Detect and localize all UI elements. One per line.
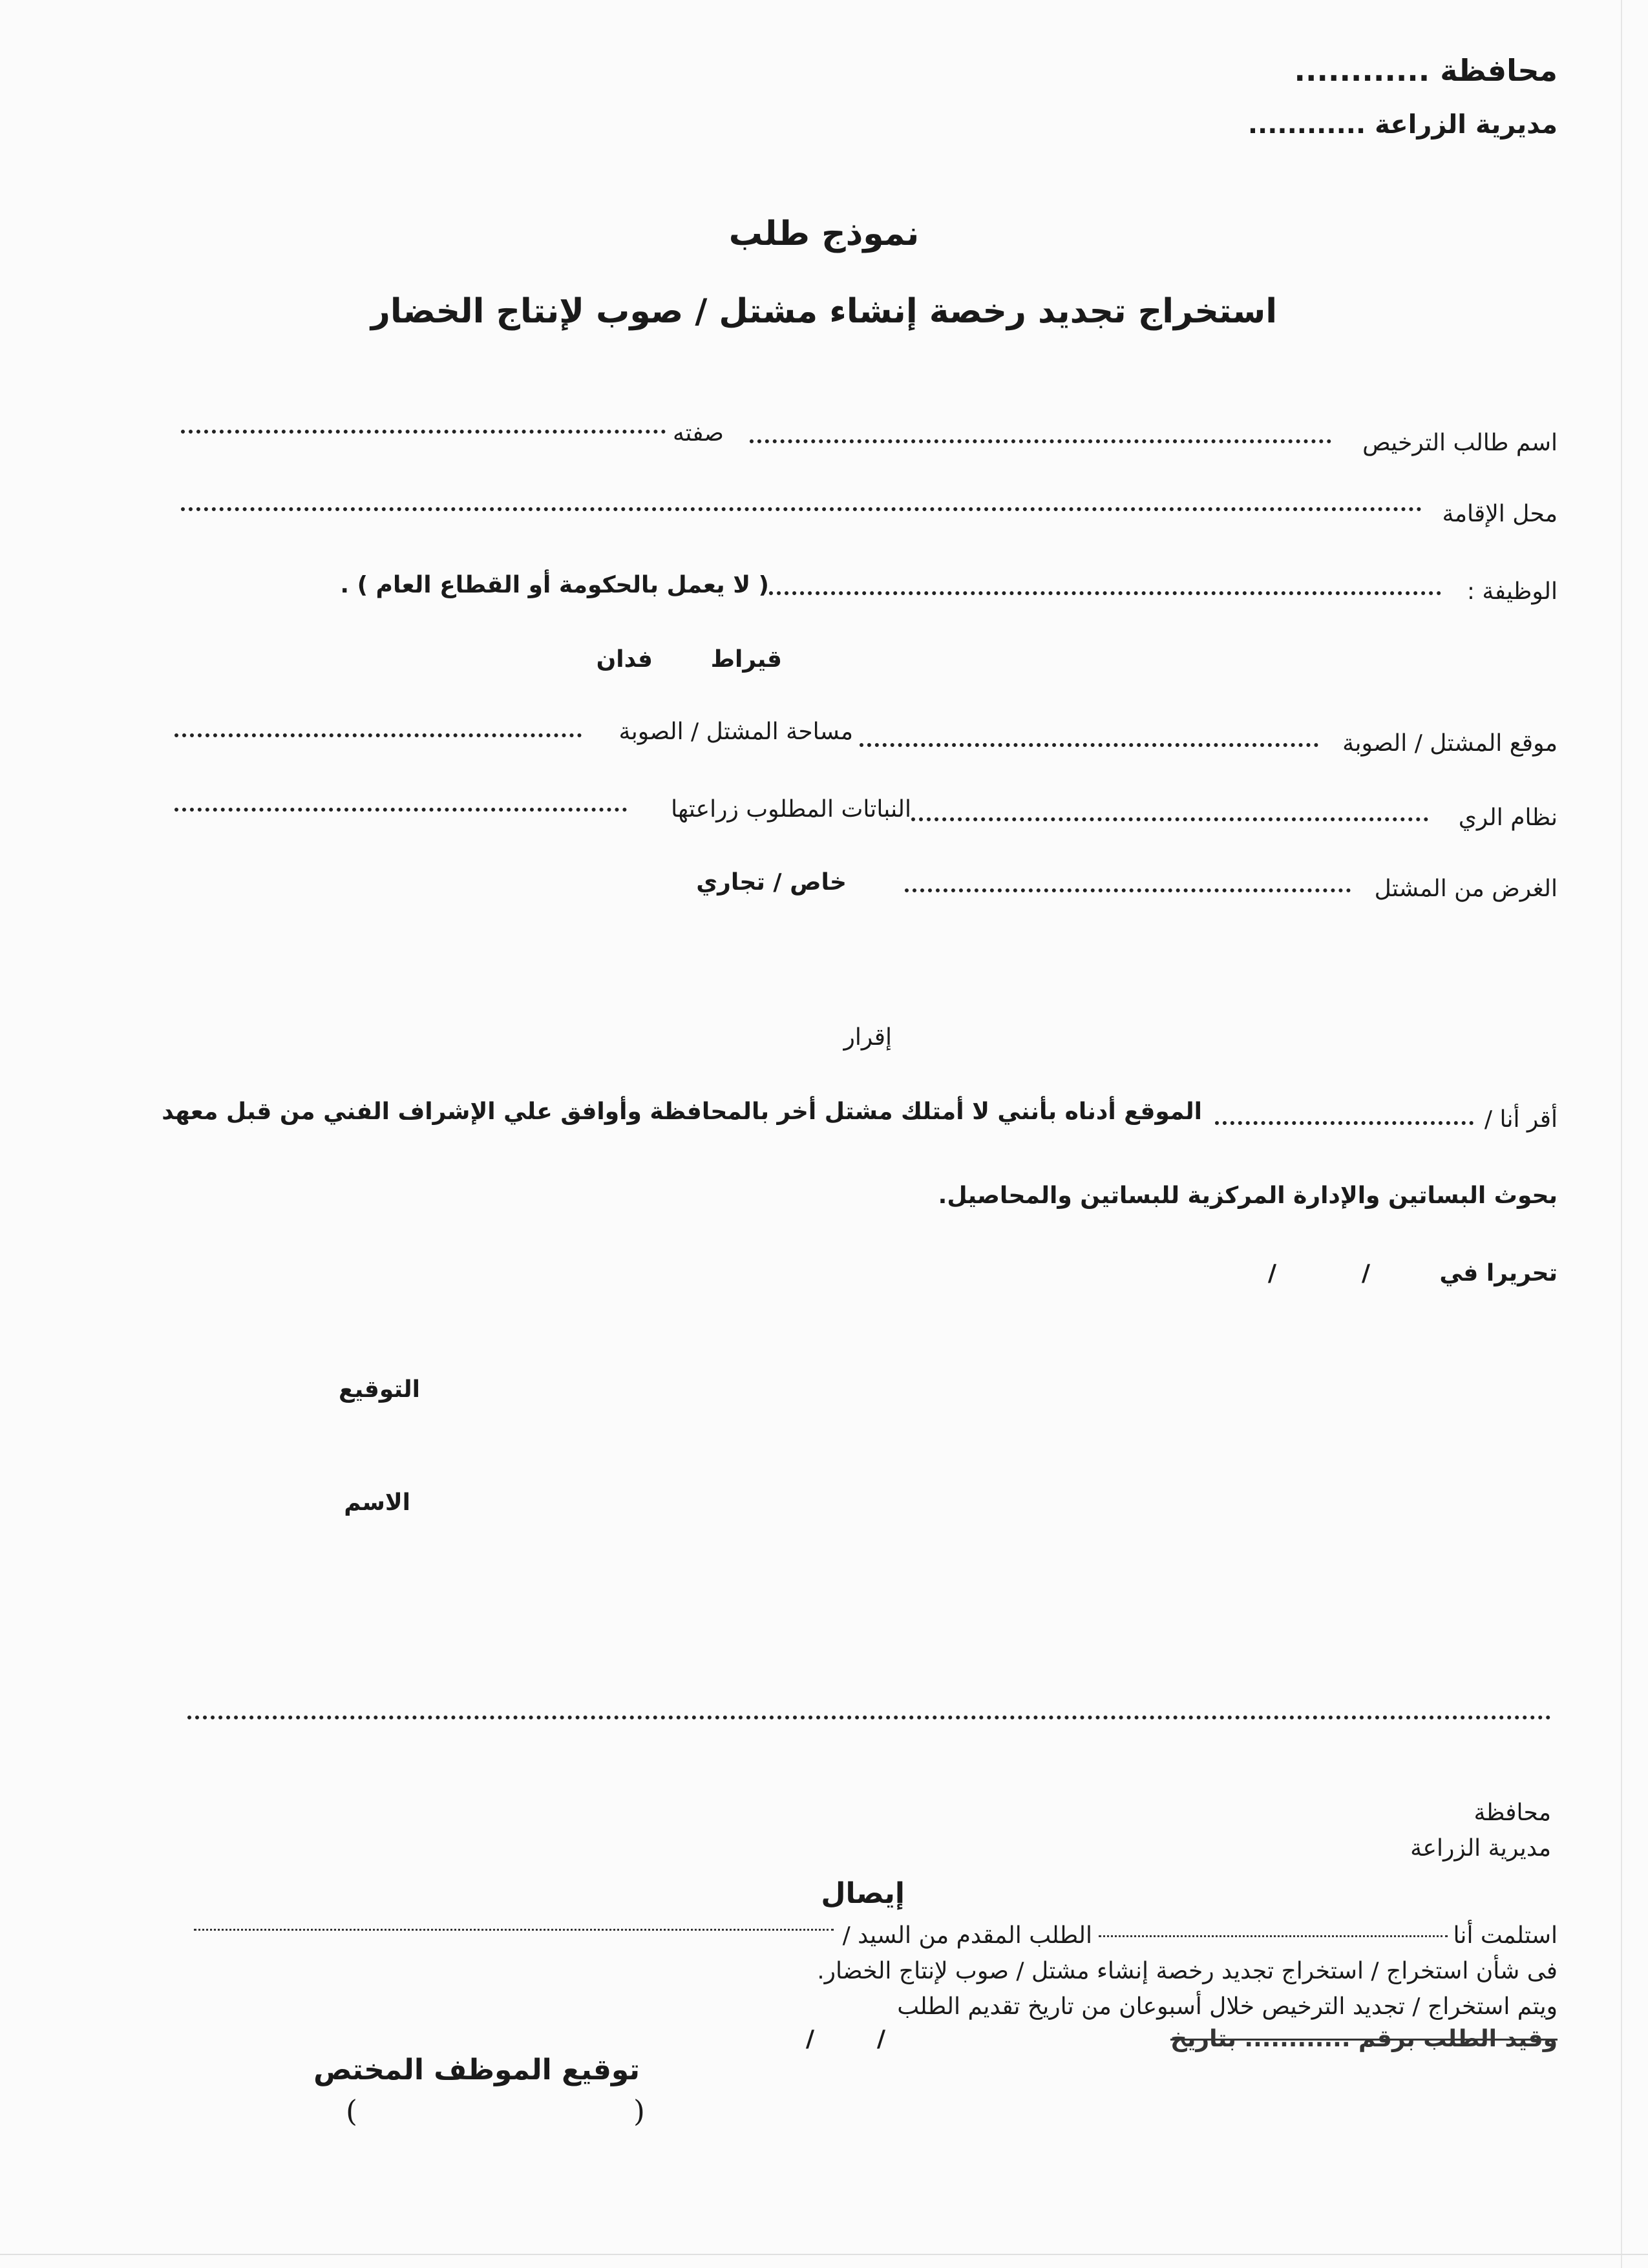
scan-edge-bottom	[0, 2254, 1648, 2255]
receipt-governorate: محافظة	[1474, 1800, 1551, 1826]
nursery-location-label: موقع المشتل / الصوبة	[1342, 730, 1558, 757]
nursery-location-field[interactable]	[860, 743, 1318, 747]
qirat-label: قيراط	[710, 646, 782, 673]
receipt-regarding: فى شأن استخراج / استخراج تجديد رخصة إنشاء مشتل / صوب لإنتاج الخضار.	[817, 1958, 1558, 1984]
form-subtitle: استخراج تجديد رخصة إنشاء مشتل / صوب لإنتاج الخضار	[370, 292, 1278, 331]
receipt-request-from-label: الطلب المقدم من السيد /	[842, 1922, 1092, 1949]
receipt-requester-field[interactable]	[194, 1929, 834, 1931]
signature-label: التوقيع	[339, 1376, 420, 1403]
tear-off-line	[187, 1716, 1551, 1719]
purpose-field[interactable]	[905, 888, 1351, 892]
declaration-heading: إقرار	[843, 1024, 892, 1051]
nursery-area-field[interactable]	[174, 733, 582, 737]
job-note: ( لا يعمل بالحكومة أو القطاع العام ) .	[340, 572, 769, 598]
official-signature-label: توقيع الموظف المختص	[313, 2053, 640, 2086]
receipt-date-slash-1: /	[876, 2026, 885, 2052]
signature-paren-close: )	[633, 2094, 645, 2128]
signature-paren-open: (	[346, 2094, 357, 2128]
plants-required-label: النباتات المطلوب زراعتها	[671, 796, 911, 823]
receipt-date-slash-2: /	[805, 2026, 814, 2052]
declarant-name-field[interactable]	[1215, 1121, 1474, 1125]
date-slash-2: /	[1267, 1260, 1276, 1286]
receipt-received-by-field[interactable]	[1099, 1935, 1448, 1937]
irrigation-system-label: نظام الري	[1458, 804, 1558, 831]
nursery-area-label: مساحة المشتل / الصوبة	[618, 719, 853, 745]
applicant-name-field[interactable]	[750, 439, 1331, 443]
capacity-label: صفته	[673, 420, 724, 446]
feddan-label: فدان	[596, 646, 653, 673]
header-governorate: محافظة ............	[1294, 53, 1558, 88]
name-label: الاسم	[344, 1489, 410, 1516]
receipt-heading: إيصال	[821, 1877, 905, 1910]
form-title: نموذج طلب	[728, 215, 920, 253]
receipt-received-label: استلمت أنا	[1453, 1922, 1558, 1949]
applicant-name-label: اسم طالب الترخيص	[1362, 430, 1558, 456]
purpose-label: الغرض من المشتل	[1374, 876, 1558, 902]
plants-required-field[interactable]	[174, 808, 627, 812]
irrigation-system-field[interactable]	[911, 817, 1428, 821]
capacity-field[interactable]	[181, 430, 666, 434]
scan-edge-right	[1621, 0, 1622, 2268]
receipt-agri-directorate: مديرية الزراعة	[1410, 1835, 1551, 1862]
residence-label: محل الإقامة	[1442, 501, 1558, 527]
declaration-i-declare: أقر أنا /	[1484, 1106, 1558, 1133]
job-label: الوظيفة :	[1466, 578, 1558, 605]
declaration-line-2: بحوث البساتين والإدارة المركزية للبساتين والمحاصيل.	[938, 1182, 1558, 1209]
written-in-label: تحريرا في	[1439, 1260, 1558, 1286]
residence-field[interactable]	[181, 507, 1422, 511]
receipt-issued-within: ويتم استخراج / تجديد الترخيص خلال أسبوعان من تاريخ تقديم الطلب	[897, 1993, 1558, 2020]
job-field[interactable]	[769, 591, 1441, 595]
purpose-options: خاص / تجاري	[696, 869, 847, 896]
header-agri-directorate: مديرية الزراعة ............	[1247, 110, 1558, 140]
receipt-registered-under: وقيد الطلب برقم ............ بتاريخ	[1170, 2026, 1558, 2052]
declaration-line-1: الموقع أدناه بأنني لا أمتلك مشتل أخر بالمحافظة وأوافق علي الإشراف الفني من قبل معهد	[162, 1098, 1202, 1125]
date-slash-1: /	[1361, 1260, 1370, 1286]
